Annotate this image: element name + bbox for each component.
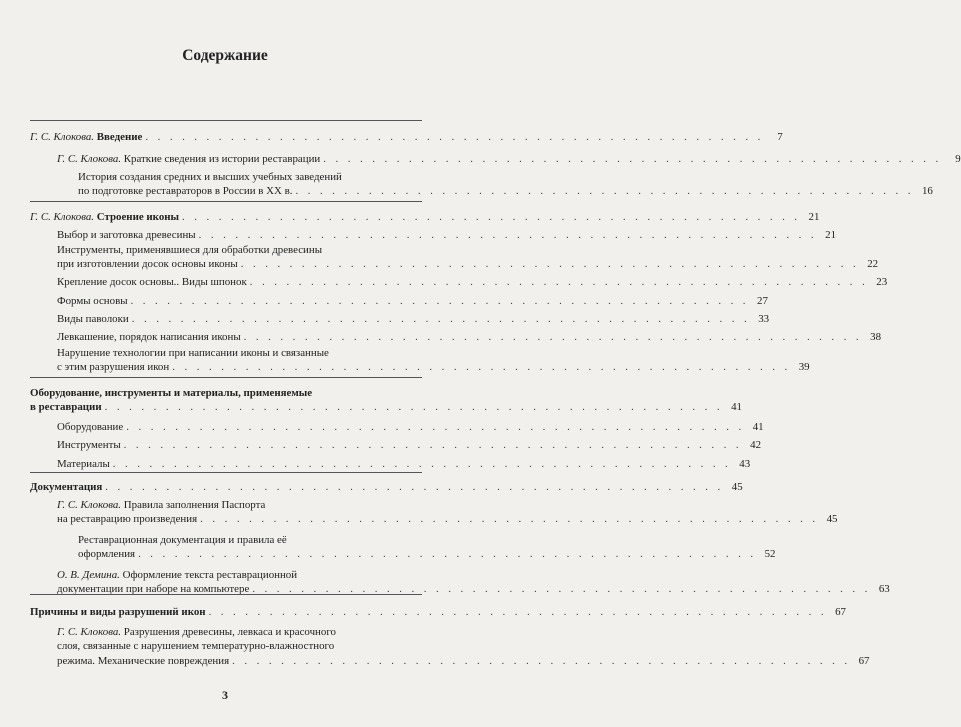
- entry-text: [57, 512, 197, 526]
- toc-entry[interactable]: [57, 228, 837, 242]
- entry-page-number: 27: [757, 295, 768, 307]
- entry-text: [78, 534, 287, 546]
- entry-text: [57, 626, 336, 638]
- entry-page-number: 42: [750, 439, 762, 451]
- entry-title: режима. Механические повреждения: [57, 654, 230, 667]
- entry-title: Инструменты, применявшиеся для обработки древесины: [57, 244, 323, 256]
- entry-title: по подготовке реставраторов в России в XX в.: [78, 185, 293, 198]
- entry-page-number: 39: [798, 361, 810, 374]
- section-divider: [30, 472, 422, 473]
- entry-text: [57, 569, 297, 581]
- entry-page-number: 21: [825, 229, 837, 241]
- entry-title: при изготовлении досок основы иконы: [57, 258, 238, 271]
- entry-heading: Оборудование, инструменты и материалы, применяемые: [30, 387, 313, 399]
- dot-leader: . . . . . . . . . . . . . . . . . . . . . . . . . . . . . . . . . . . . . . . . . . . . . . . . . . .: [123, 439, 743, 451]
- entry-page-number: 67: [835, 606, 846, 618]
- entry-title: слоя, связанные с нарушением температурно-влажностного: [57, 640, 335, 653]
- dot-leader: . . . . . . . . . . . . . . . . . . . . . . . . . . . . . . . . . . . . . . . . . . . . . . . . . . .: [126, 421, 745, 433]
- dot-leader: . . . . . . . . . . . . . . . . . . . . . . . . . . . . . . . . . . . . . . . . . . . . . . . . . . .: [104, 401, 723, 414]
- entry-text: [30, 605, 206, 619]
- entry-title: Левкашение, порядок написания иконы: [57, 331, 241, 343]
- entry-text: [78, 547, 135, 561]
- entry-title: Оформление текста реставрационной: [122, 569, 298, 581]
- entry-author: Г. С. Клокова.: [57, 626, 124, 638]
- dot-leader: . . . . . . . . . . . . . . . . . . . . . . . . . . . . . . . . . . . . . . . . . . . . . . . . . . .: [182, 211, 801, 223]
- dot-leader: . . . . . . . . . . . . . . . . . . . . . . . . . . . . . . . . . . . . . . . . . . . . . . . . . . .: [232, 654, 851, 667]
- toc-entry[interactable]: [30, 210, 820, 224]
- toc-entry[interactable]: [78, 533, 776, 562]
- entry-text: [30, 387, 312, 399]
- toc-entry[interactable]: [57, 346, 810, 375]
- entry-text: [57, 257, 238, 271]
- entry-page-number: 52: [764, 548, 776, 561]
- toc-entry[interactable]: [30, 480, 743, 494]
- toc-entry[interactable]: [57, 152, 961, 166]
- dot-leader: . . . . . . . . . . . . . . . . . . . . . . . . . . . . . . . . . . . . . . . . . . . . . . . . . . .: [295, 185, 914, 198]
- entry-heading: Строение иконы: [96, 211, 180, 223]
- entry-title: на реставрацию произведения: [57, 513, 198, 526]
- entry-text: [57, 438, 121, 452]
- entry-title: документации при наборе на компьютере: [57, 583, 250, 596]
- entry-page-number: 41: [731, 401, 742, 414]
- dot-leader: . . . . . . . . . . . . . . . . . . . . . . . . . . . . . . . . . . . . . . . . . . . . . . . . . . .: [200, 513, 819, 526]
- toc-entry[interactable]: [57, 625, 870, 668]
- entry-page-number: 63: [878, 583, 890, 596]
- toc-entry[interactable]: [57, 438, 762, 452]
- entry-title: Инструменты: [57, 439, 121, 451]
- dot-leader: . . . . . . . . . . . . . . . . . . . . . . . . . . . . . . . . . . . . . . . . . . . . . . . . . . .: [145, 131, 764, 143]
- entry-page-number: 45: [826, 513, 838, 526]
- entry-page-number: 23: [876, 276, 888, 288]
- entry-title: Правила заполнения Паспорта: [123, 499, 266, 511]
- dot-leader: . . . . . . . . . . . . . . . . . . . . . . . . . . . . . . . . . . . . . . . . . . . . . . . . . . .: [105, 481, 724, 493]
- entry-author: Г. С. Клокова.: [57, 153, 124, 165]
- toc-entry[interactable]: [57, 498, 838, 527]
- entry-page-number: 9: [955, 153, 961, 165]
- entry-author: Г. С. Клокова.: [30, 211, 97, 223]
- entry-page-number: 45: [731, 481, 743, 493]
- toc-entry[interactable]: [30, 130, 783, 144]
- entry-author: Г. С. Клокова.: [30, 131, 97, 143]
- entry-text: [57, 360, 169, 374]
- entry-title: Материалы: [57, 458, 110, 470]
- dot-leader: . . . . . . . . . . . . . . . . . . . . . . . . . . . . . . . . . . . . . . . . . . . . . . . . . . .: [138, 548, 757, 561]
- entry-page-number: 43: [739, 458, 751, 470]
- entry-title: Реставрационная документация и правила её: [78, 534, 287, 546]
- entry-text: [57, 312, 129, 326]
- toc-entry[interactable]: [57, 275, 888, 289]
- dot-leader: . . . . . . . . . . . . . . . . . . . . . . . . . . . . . . . . . . . . . . . . . . . . . . . . . . .: [240, 258, 860, 271]
- entry-text: [57, 347, 329, 359]
- entry-page-number: 38: [870, 331, 882, 343]
- section-divider: [30, 377, 422, 378]
- toc-entry[interactable]: [30, 605, 846, 619]
- toc-entry[interactable]: [78, 170, 933, 199]
- entry-title: Нарушение технологии при написании иконы и связанные: [57, 347, 329, 359]
- entry-text: [57, 294, 128, 308]
- entry-heading: Документация: [30, 481, 103, 493]
- page-number: 3: [222, 688, 228, 702]
- entry-text: [57, 275, 247, 289]
- toc-entry[interactable]: [30, 386, 742, 415]
- toc-entry[interactable]: [57, 568, 890, 597]
- entry-title: Крепление досок основы.. Виды шпонок: [57, 276, 247, 288]
- entry-heading: в реставрации: [30, 401, 102, 414]
- entry-title: Выбор и заготовка древесины: [57, 229, 196, 241]
- entry-text: [57, 457, 110, 471]
- entry-text: [57, 228, 196, 242]
- toc-entry[interactable]: [57, 420, 764, 434]
- entry-text: [78, 171, 342, 183]
- entry-title: оформления: [78, 548, 136, 561]
- entry-text: [57, 244, 322, 256]
- entry-title: Виды паволоки: [57, 313, 129, 325]
- entry-text: [30, 130, 142, 144]
- toc-entry[interactable]: [57, 243, 879, 272]
- entry-page-number: 7: [777, 131, 783, 143]
- entry-title: Разрушения древесины, левкаса и красочного: [123, 626, 336, 638]
- entry-page-number: 21: [808, 211, 820, 223]
- section-divider: [30, 201, 422, 202]
- entry-page-number: 16: [921, 185, 933, 198]
- entry-title: Формы основы: [57, 295, 128, 307]
- dot-leader: . . . . . . . . . . . . . . . . . . . . . . . . . . . . . . . . . . . . . . . . . . . . . . . . . . .: [208, 606, 827, 618]
- entry-title: История создания средних и высших учебных заведений: [78, 171, 342, 183]
- toc-entry[interactable]: [57, 457, 751, 471]
- toc-entry[interactable]: [57, 312, 770, 326]
- entry-page-number: 67: [858, 654, 870, 667]
- entry-page-number: 22: [867, 258, 879, 271]
- entry-text: [30, 480, 102, 494]
- entry-text: [30, 400, 102, 414]
- entry-title: с этим разрушения икон: [57, 361, 170, 374]
- entry-author: О. В. Демина.: [57, 569, 123, 581]
- entry-heading: Причины и виды разрушений икон: [30, 606, 206, 618]
- dot-leader: . . . . . . . . . . . . . . . . . . . . . . . . . . . . . . . . . . . . . . . . . . . . . . . . . . .: [112, 458, 732, 470]
- dot-leader: . . . . . . . . . . . . . . . . . . . . . . . . . . . . . . . . . . . . . . . . . . . . . . . . . . .: [249, 276, 869, 288]
- entry-text: [57, 330, 241, 344]
- entry-text: [57, 152, 320, 166]
- dot-leader: . . . . . . . . . . . . . . . . . . . . . . . . . . . . . . . . . . . . . . . . . . . . . . . . . . .: [131, 313, 751, 325]
- entry-text: [57, 420, 123, 434]
- entry-heading: Введение: [96, 131, 143, 143]
- entry-text: [78, 184, 292, 198]
- entry-title: Оборудование: [57, 421, 124, 433]
- dot-leader: . . . . . . . . . . . . . . . . . . . . . . . . . . . . . . . . . . . . . . . . . . . . . . . . . . .: [130, 295, 749, 307]
- entry-text: [57, 499, 265, 511]
- entry-text: [57, 640, 334, 652]
- toc-entry[interactable]: [57, 330, 882, 344]
- dot-leader: . . . . . . . . . . . . . . . . . . . . . . . . . . . . . . . . . . . . . . . . . . . . . . . . . . .: [323, 153, 942, 165]
- dot-leader: . . . . . . . . . . . . . . . . . . . . . . . . . . . . . . . . . . . . . . . . . . . . . . . . . . .: [172, 361, 791, 374]
- dot-leader: . . . . . . . . . . . . . . . . . . . . . . . . . . . . . . . . . . . . . . . . . . . . . . . . . . .: [252, 583, 871, 596]
- entry-text: [57, 654, 229, 668]
- entry-title: Краткие сведения из истории реставрации: [123, 153, 321, 165]
- entry-author: Г. С. Клокова.: [57, 499, 124, 511]
- dot-leader: . . . . . . . . . . . . . . . . . . . . . . . . . . . . . . . . . . . . . . . . . . . . . . . . . . .: [198, 229, 818, 241]
- dot-leader: . . . . . . . . . . . . . . . . . . . . . . . . . . . . . . . . . . . . . . . . . . . . . . . . . . .: [243, 331, 863, 343]
- entry-text: [30, 210, 179, 224]
- page-title: Содержание: [182, 47, 268, 64]
- entry-page-number: 41: [752, 421, 764, 433]
- entry-page-number: 33: [758, 313, 770, 325]
- section-divider: [30, 594, 422, 595]
- section-divider: [30, 120, 422, 121]
- toc-entry[interactable]: [57, 294, 768, 308]
